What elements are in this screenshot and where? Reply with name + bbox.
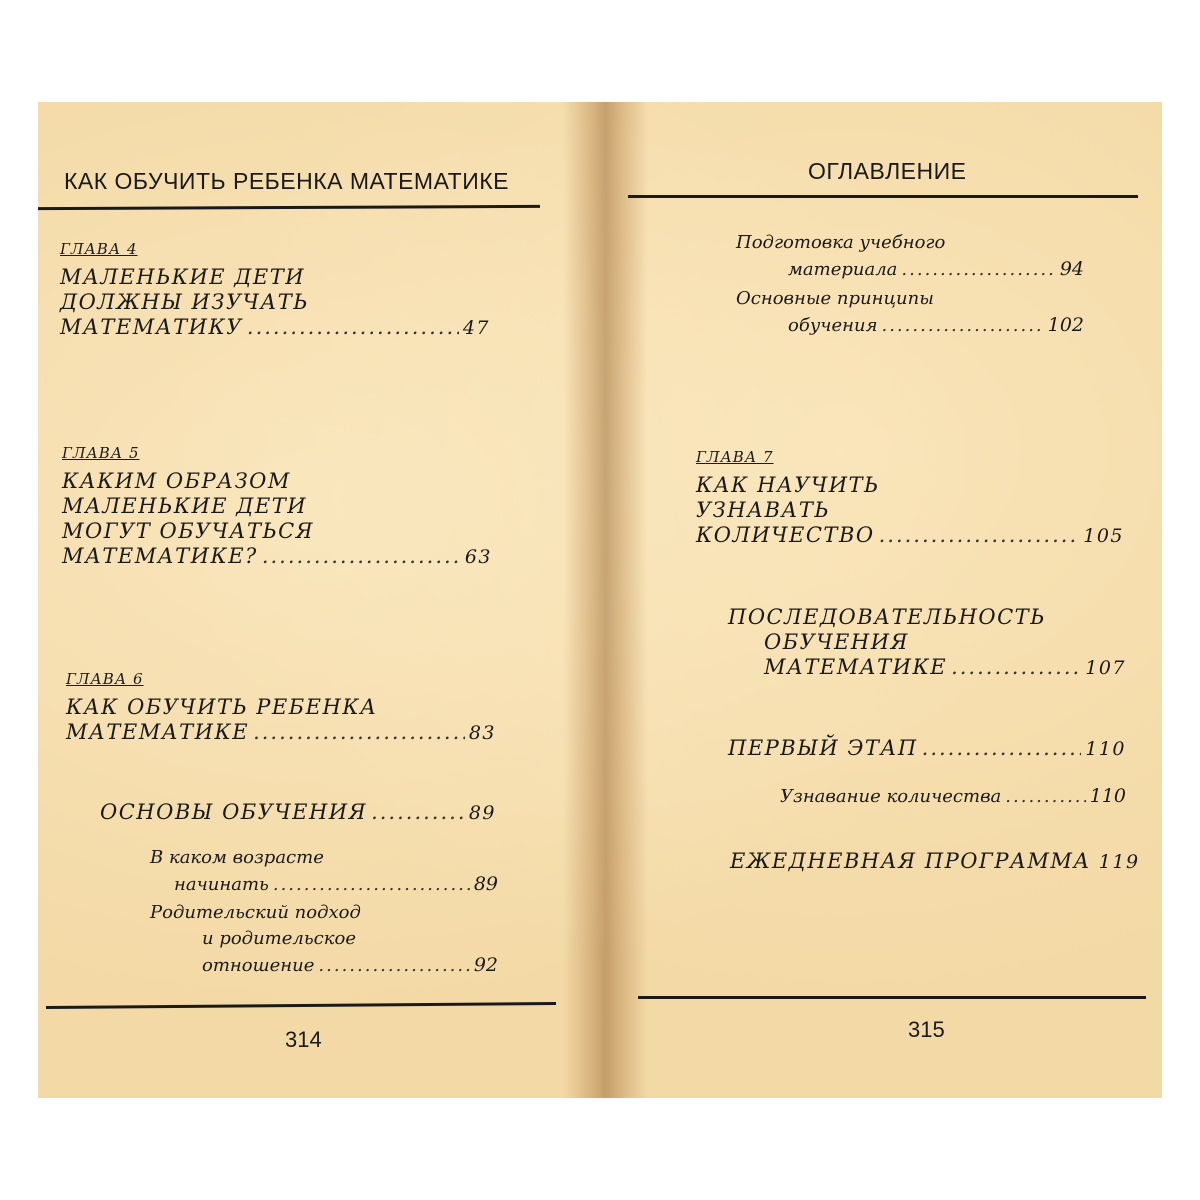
section-basics-title: ОСНОВЫ ОБУЧЕНИЯ xyxy=(100,800,368,824)
subsection-prep-line-1: Подготовка учебного xyxy=(736,232,946,253)
chapter-5-title-line-1: КАКИМ ОБРАЗОМ xyxy=(62,469,291,493)
right-page-number: 315 xyxy=(908,1017,945,1042)
leader-dots xyxy=(247,315,459,340)
chapter-6-title-line-2: МАТЕМАТИКЕ xyxy=(66,720,250,744)
leader-dots xyxy=(1005,784,1085,810)
left-page xyxy=(38,102,578,1098)
chapter-4-title-line-1: МАЛЕНЬКИЕ ДЕТИ xyxy=(60,265,306,289)
left-running-head: КАК ОБУЧИТЬ РЕБЕНКА МАТЕМАТИКЕ xyxy=(64,168,509,194)
section-first-stage-page: 110 xyxy=(1085,738,1126,760)
subsection-principles-line-2: обучения xyxy=(788,315,878,336)
chapter-6-label: ГЛАВА 6 xyxy=(66,670,144,688)
section-daily-program-page: 119 xyxy=(1098,851,1140,873)
subsection-age-line-2: начинать xyxy=(174,874,269,895)
leader-dots xyxy=(262,544,461,569)
right-running-head: ОГЛАВЛЕНИЕ xyxy=(808,158,967,184)
section-sequence-line-2: ОБУЧЕНИЯ xyxy=(764,630,909,654)
chapter-5-title-line-3: МОГУТ ОБУЧАТЬСЯ xyxy=(62,519,315,543)
left-bottom-rule xyxy=(46,1002,556,1009)
subsection-prep-page: 94 xyxy=(1059,258,1084,280)
subsection-parent-page: 92 xyxy=(473,954,498,976)
section-sequence-line-1: ПОСЛЕДОВАТЕЛЬНОСТЬ xyxy=(728,605,1046,629)
leader-dots xyxy=(253,720,465,745)
chapter-5-title-line-2: МАЛЕНЬКИЕ ДЕТИ xyxy=(62,494,308,518)
right-bottom-rule xyxy=(638,996,1146,999)
subsection-age-line-1: В каком возрасте xyxy=(150,847,324,868)
book-spread xyxy=(38,102,1162,1098)
section-daily-program-title: ЕЖЕДНЕВНАЯ ПРОГРАММА xyxy=(730,849,1091,873)
section-sequence-page: 107 xyxy=(1085,657,1126,679)
right-top-rule xyxy=(628,195,1138,198)
subsection-age-entry xyxy=(150,845,498,898)
right-page xyxy=(610,102,1162,1098)
chapter-7-label: ГЛАВА 7 xyxy=(696,448,774,466)
leader-dots xyxy=(951,655,1081,680)
chapter-4-title-line-3: МАТЕМАТИКУ xyxy=(60,315,243,339)
subsection-parent-line-3: отношение xyxy=(202,955,315,976)
subsection-recognition-page: 110 xyxy=(1089,785,1126,807)
leader-dots xyxy=(881,313,1043,339)
chapter-4-page: 47 xyxy=(462,317,490,339)
leader-dots xyxy=(371,800,465,825)
chapter-5-title-line-4: МАТЕМАТИКЕ? xyxy=(62,544,258,568)
subsection-recognition-title: Узнавание количества xyxy=(780,786,1002,807)
section-first-stage-entry xyxy=(728,736,1126,762)
leader-dots xyxy=(901,257,1055,283)
section-basics-entry xyxy=(100,800,496,826)
chapter-4-title-line-2: ДОЛЖНЫ ИЗУЧАТЬ xyxy=(60,290,309,314)
chapter-7-title-line-3: КОЛИЧЕСТВО xyxy=(696,523,875,547)
subsection-principles-entry xyxy=(736,286,1084,339)
chapter-7-title-line-1: КАК НАУЧИТЬ xyxy=(696,473,880,497)
chapter-5-page: 63 xyxy=(464,546,492,568)
chapter-4-entry xyxy=(60,240,490,341)
leader-dots xyxy=(273,872,470,898)
section-sequence-line-3: МАТЕМАТИКЕ xyxy=(764,655,948,679)
section-first-stage-title: ПЕРВЫЙ ЭТАП xyxy=(728,736,918,760)
leader-dots xyxy=(922,736,1082,761)
subsection-prep-line-2: материала xyxy=(788,259,898,280)
leader-dots xyxy=(879,523,1080,548)
subsection-recognition-entry xyxy=(780,783,1126,810)
subsection-parent-entry xyxy=(150,900,498,979)
subsection-principles-line-1: Основные принципы xyxy=(736,288,934,309)
chapter-4-label: ГЛАВА 4 xyxy=(60,240,138,258)
leader-dots xyxy=(318,953,469,979)
subsection-prep-entry xyxy=(736,230,1084,283)
chapter-6-entry xyxy=(66,670,496,746)
chapter-5-label: ГЛАВА 5 xyxy=(62,444,140,462)
chapter-7-page: 105 xyxy=(1083,525,1124,547)
subsection-age-page: 89 xyxy=(473,873,498,895)
section-sequence-entry xyxy=(728,605,1126,681)
chapter-6-title-line-1: КАК ОБУЧИТЬ РЕБЕНКА xyxy=(66,695,378,719)
chapter-7-title-line-2: УЗНАВАТЬ xyxy=(696,498,830,522)
chapter-7-entry xyxy=(696,448,1124,549)
subsection-principles-page: 102 xyxy=(1047,314,1084,336)
left-top-rule xyxy=(38,205,540,210)
chapter-5-entry xyxy=(62,444,492,570)
section-basics-page: 89 xyxy=(468,802,496,824)
section-daily-program-entry xyxy=(730,849,1140,875)
chapter-6-page: 83 xyxy=(468,722,496,744)
subsection-parent-line-2: и родительское xyxy=(202,928,356,949)
left-page-number: 314 xyxy=(285,1027,322,1052)
subsection-parent-line-1: Родительский подход xyxy=(150,902,361,923)
